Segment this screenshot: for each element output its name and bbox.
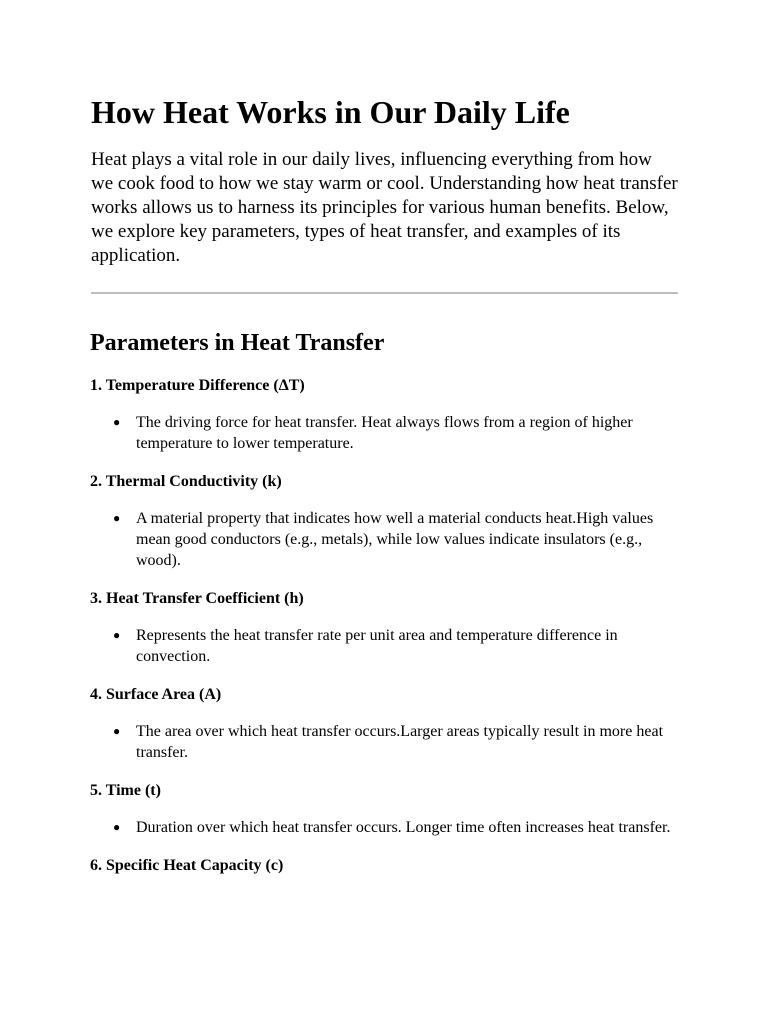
param-description: Duration over which heat transfer occurs. Longer time often increases heat transfer. [136,819,671,836]
list-item [91,508,678,571]
param-surface-area [91,685,678,763]
param-description: Represents the heat transfer rate per unit area and temperature difference in convection. [136,627,618,665]
param-heading: 2. Thermal Conductivity (k) [90,473,282,490]
param-time [91,781,678,838]
param-heading: 1. Temperature Difference (ΔT) [90,377,305,394]
bullet-icon: ● [113,511,121,525]
page-title: How Heat Works in Our Daily Life [91,94,570,130]
bullet-icon: ● [113,724,121,738]
bullet-icon: ● [113,628,121,642]
section-divider [91,292,678,294]
param-list [91,721,678,763]
param-description: The area over which heat transfer occurs.Larger areas typically result in more heat transfer. [136,723,664,761]
param-description: The driving force for heat transfer. Heat always flows from a region of higher temperature to lower temperature. [136,414,633,452]
param-heading: 5. Time (t) [90,782,161,799]
list-item [91,412,678,454]
list-item [91,625,678,667]
param-list [91,625,678,667]
param-thermal-conductivity [91,472,678,571]
param-temperature-difference [91,376,678,454]
param-list [91,508,678,571]
param-heading: 4. Surface Area (A) [90,686,222,703]
param-list [91,412,678,454]
bullet-icon: ● [113,820,121,834]
section-title: Parameters in Heat Transfer [90,330,385,356]
list-item [91,817,678,838]
intro-paragraph: Heat plays a vital role in our daily lives, influencing everything from how we cook food to how we stay warm or cool. Understanding how heat transfer works allows us to harness its principles for various human benefits. Below, we explore key parameters, types of heat transfer, and examples of its application. [91,149,678,266]
param-description: A material property that indicates how well a material conducts heat.High values mean good conductors (e.g., metals), while low values indicate insulators (e.g., wood). [136,510,654,569]
list-item [91,721,678,763]
param-heading: 6. Specific Heat Capacity (c) [90,857,284,874]
bullet-icon: ● [113,415,121,429]
param-heat-transfer-coefficient [91,589,678,667]
param-list [91,817,678,838]
param-specific-heat-capacity [91,856,678,876]
param-heading: 3. Heat Transfer Coefficient (h) [90,590,304,607]
